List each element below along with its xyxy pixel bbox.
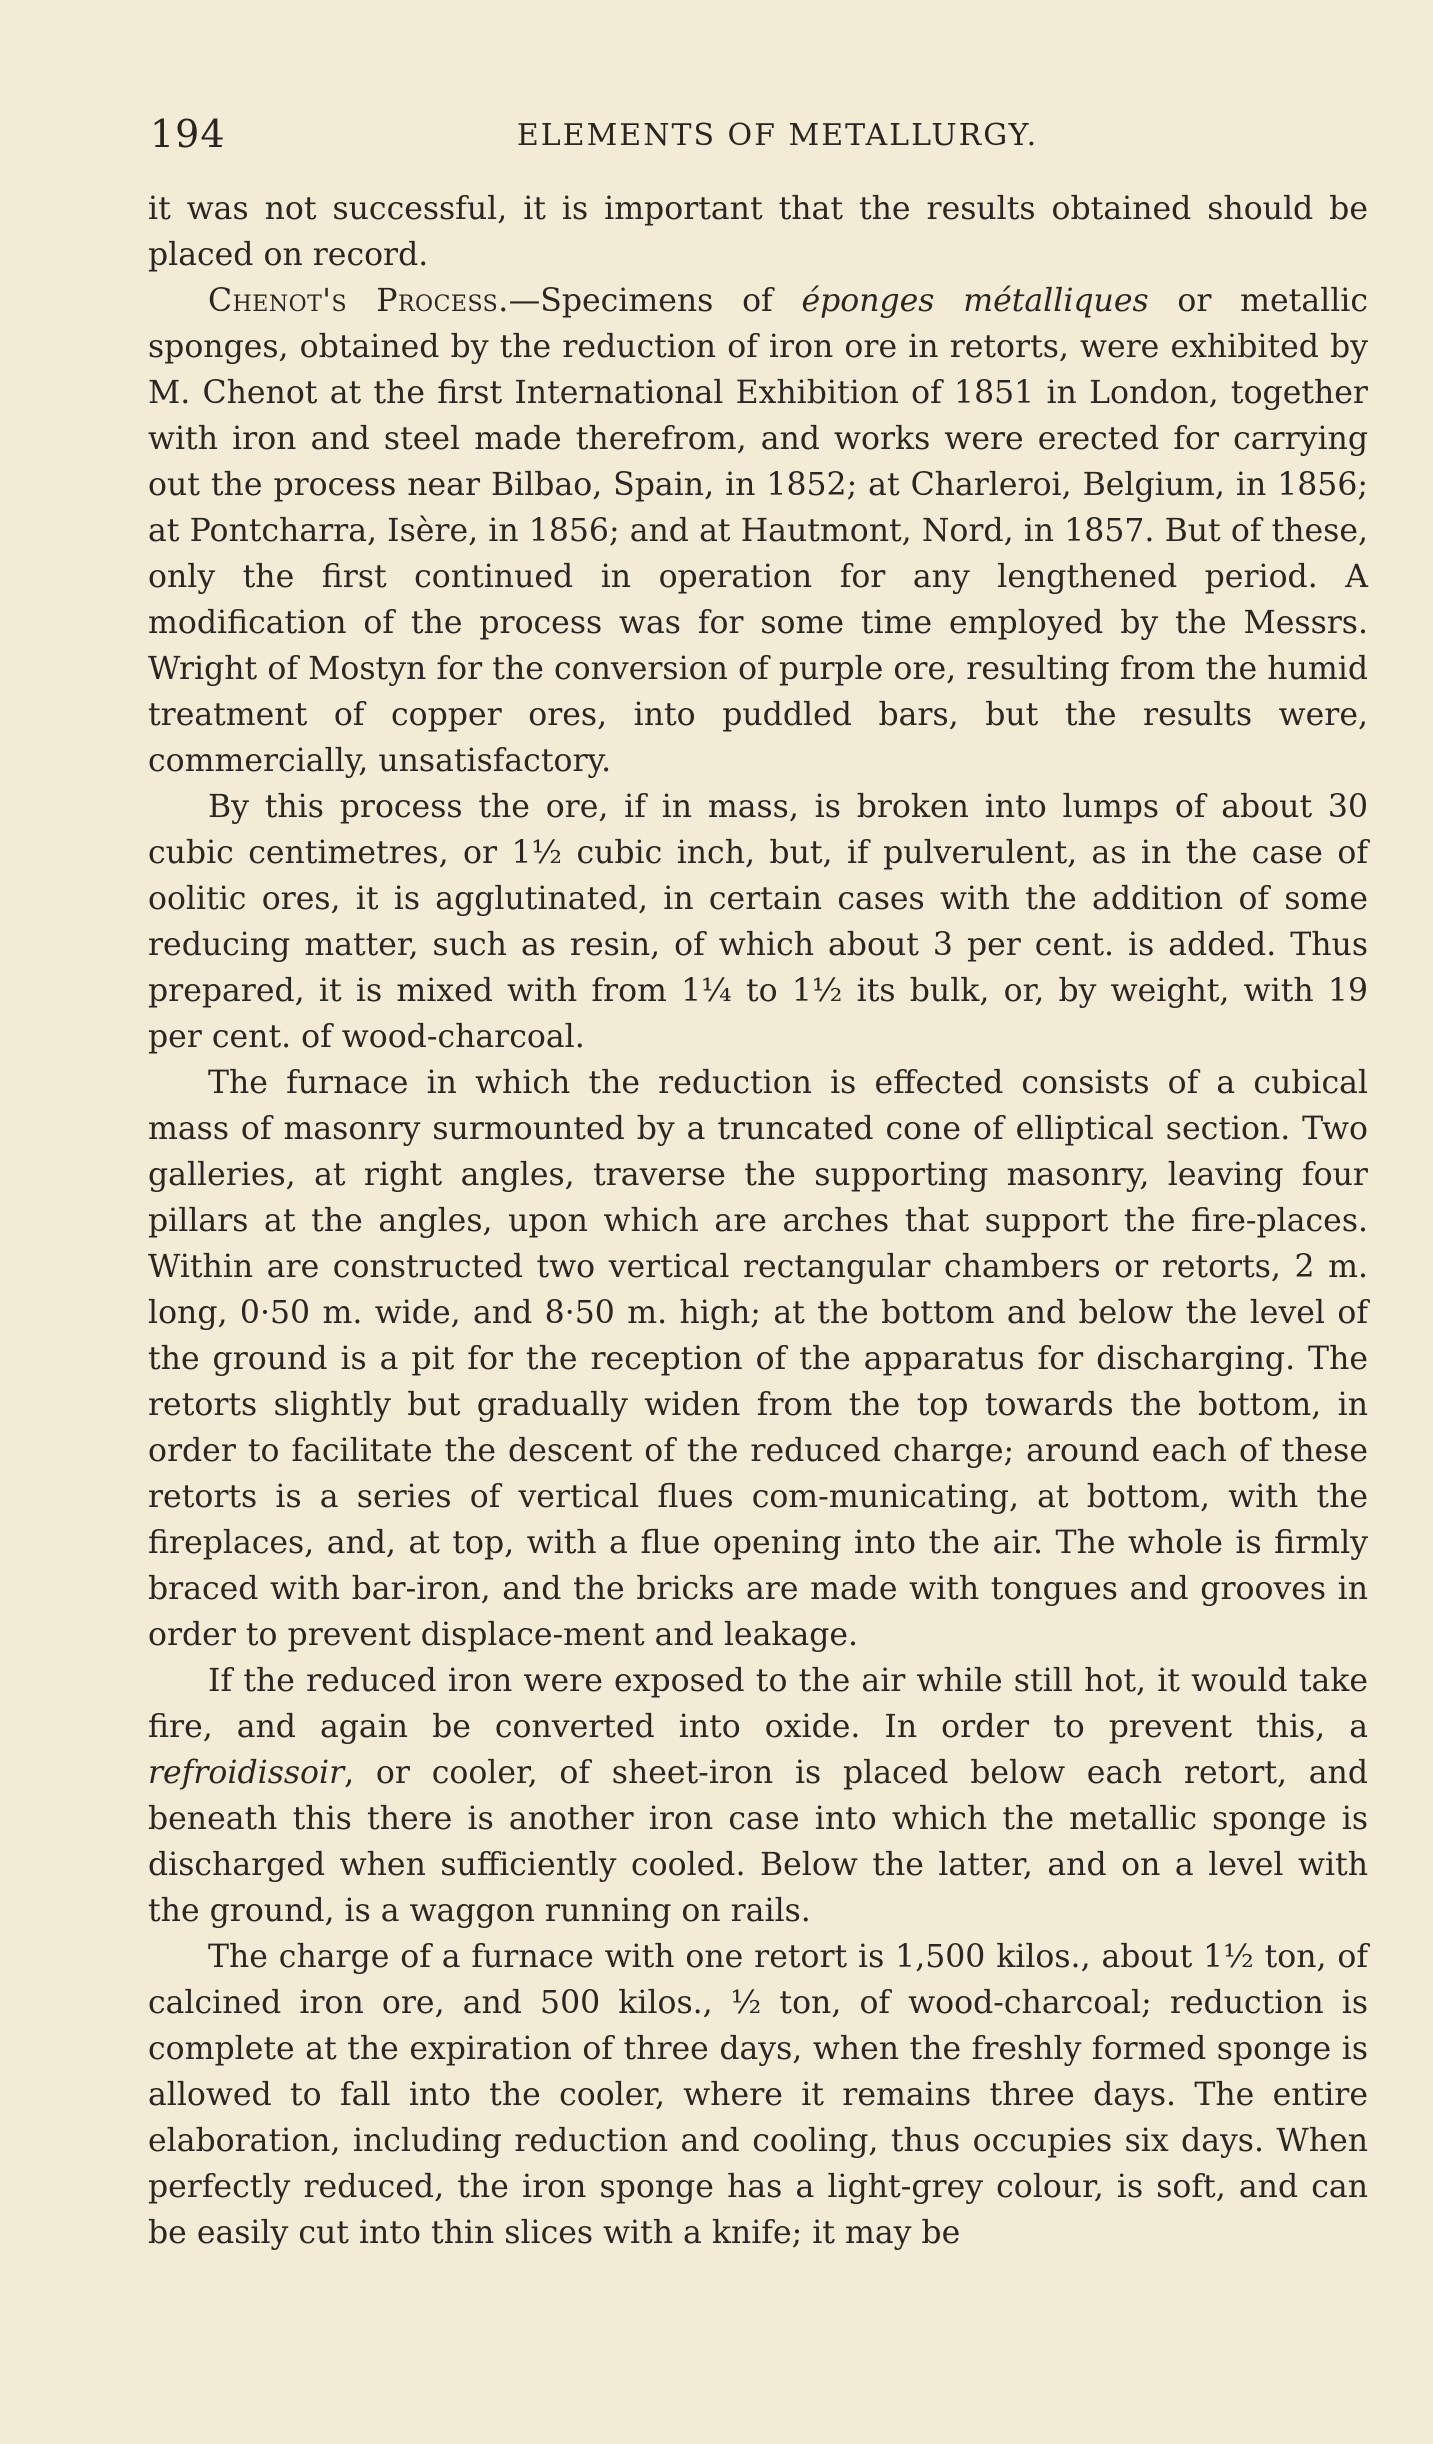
italic-term: refroidissoir bbox=[148, 1755, 345, 1791]
page-header bbox=[150, 112, 1365, 172]
paragraph-text: The charge of a furnace with one retort is 1,500 kilos., about 1½ ton, of calcined iron ore, and 500 kilos., ½ ton, of wood-charcoal; reduction is complete at the expiration of three days, when the freshly formed sponge is allowed to fall into the cooler, where it remains three days. The entire elaboration, including reduction and cooling, thus occupies six days. When perfectly reduced, the iron sponge has a light-grey colour, is soft, and can be easily cut into thin slices with a knife; it may be bbox=[148, 1939, 1368, 2251]
paragraph bbox=[148, 186, 1368, 278]
body-text bbox=[148, 186, 1368, 2256]
paragraph-text: it was not successful, it is important that the results obtained should be placed on record. bbox=[148, 191, 1368, 273]
paragraph bbox=[148, 1658, 1368, 1934]
running-title: ELEMENTS OF METALLURGY. bbox=[516, 118, 1039, 153]
paragraph bbox=[148, 1934, 1368, 2256]
paragraph bbox=[148, 1060, 1368, 1658]
paragraph bbox=[148, 278, 1368, 784]
paragraph-text: By this process the ore, if in mass, is broken into lumps of about 30 cubic centimetres, or 1½ cubic inch, but, if pulverulent, as in the case of oolitic ores, it is agglutinated, in certain cases with the addition of some reducing matter, such as resin, of which about 3 per cent. is added. Thus prepared, it is mixed with from 1¼ to 1½ its bulk, or, by weight, with 19 per cent. of wood-charcoal. bbox=[148, 789, 1368, 1055]
section-heading: Chenot's Process. bbox=[208, 283, 509, 319]
paragraph-text: The furnace in which the reduction is effected consists of a cubical mass of masonry surmounted by a truncated cone of elliptical section. Two galleries, at right angles, traverse the supporting masonry, leaving four pillars at the angles, upon which are arches that support the fire-places. Within are constructed two vertical rectangular chambers or retorts, 2 m. long, 0·50 m. wide, and 8·50 m. high; at the bottom and below the level of the ground is a pit for the reception of the apparatus for discharging. The retorts slightly but gradually widen from the top towards the bottom, in order to facilitate the descent of the reduced charge; around each of these retorts is a series of vertical flues com-municating, at bottom, with the fireplaces, and, at top, with a flue opening into the air. The whole is firmly braced with bar-iron, and the bricks are made with tongues and grooves in order to prevent displace-ment and leakage. bbox=[148, 1065, 1368, 1653]
paragraph-text: —Specimens of bbox=[508, 283, 802, 319]
paragraph-text: If the reduced iron were exposed to the air while still hot, it would take fire, and again be converted into oxide. In order to prevent this, a bbox=[148, 1663, 1368, 1745]
paragraph-text: or metallic sponges, obtained by the reduction of iron ore in retorts, were exhibited by M. Chenot at the first International Exhibition of 1851 in London, together with iron and steel made therefrom, and works were erected for carrying out the process near Bilbao, Spain, in 1852; at Charleroi, Belgium, in 1856; at Pontcharra, Isère, in 1856; and at Hautmont, Nord, in 1857. But of these, only the first continued in operation for any lengthened period. A modification of the process was for some time employed by the Messrs. Wright of Mostyn for the conversion of purple ore, resulting from the humid treatment of copper ores, into puddled bars, but the results were, commercially, unsatisfactory. bbox=[148, 283, 1368, 779]
paragraph bbox=[148, 784, 1368, 1060]
italic-term: éponges métalliques bbox=[801, 283, 1149, 319]
paragraph-text: , or cooler, of sheet-iron is placed below each retort, and beneath this there is another iron case into which the metallic sponge is discharged when sufficiently cooled. Below the latter, and on a level with the ground, is a waggon running on rails. bbox=[148, 1755, 1368, 1929]
page-number: 194 bbox=[150, 112, 226, 156]
